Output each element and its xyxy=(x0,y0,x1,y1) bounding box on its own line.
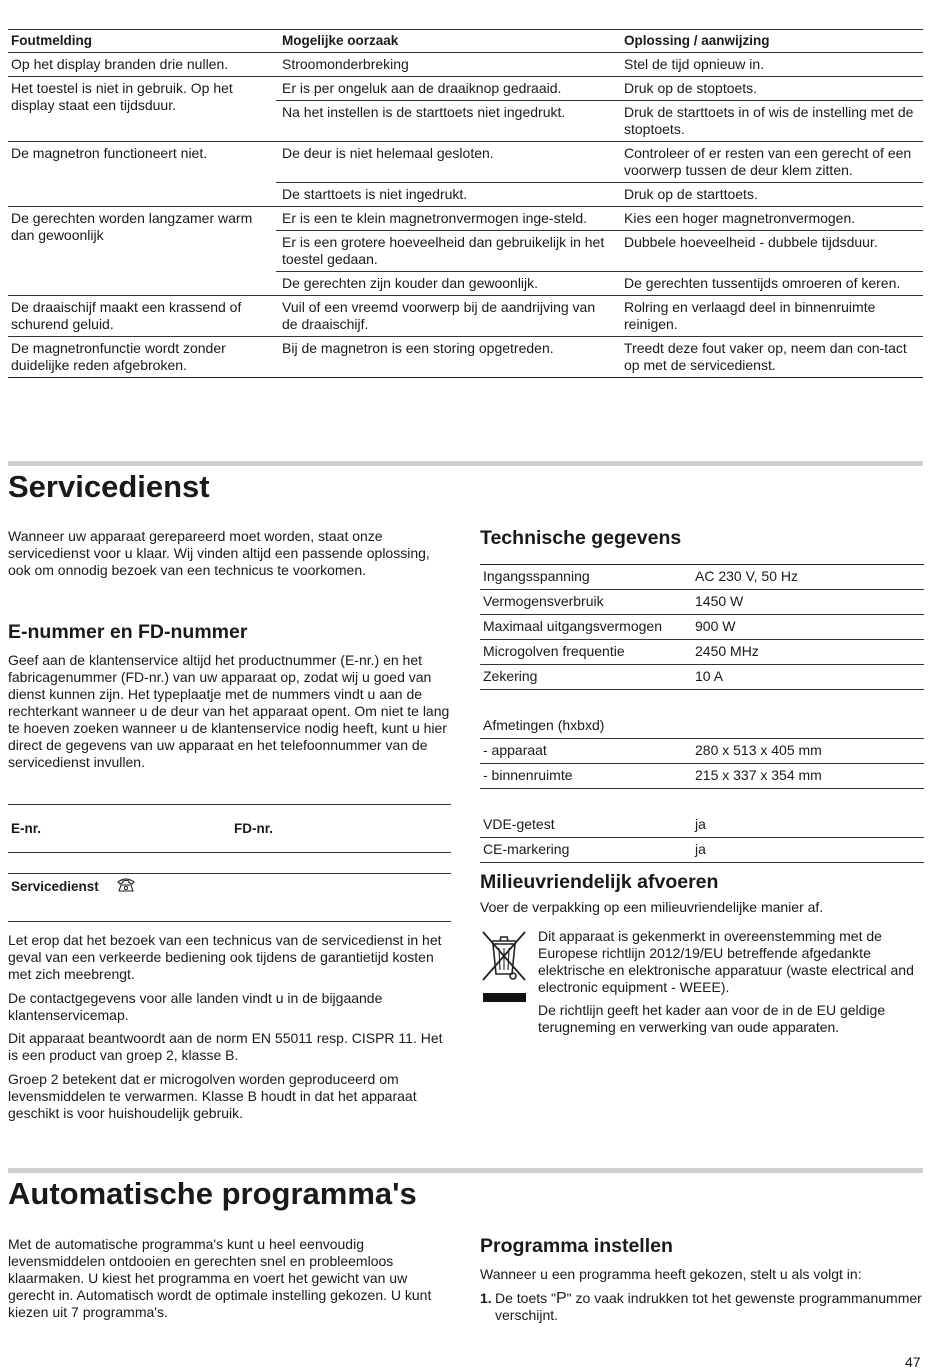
table-header-row xyxy=(8,30,923,53)
solution-cell: Treedt deze fout vaker op, neem dan con-tact op met de servicedienst. xyxy=(617,337,923,378)
fault-cell: Op het display branden drie nullen. xyxy=(8,53,276,77)
solution-cell: Dubbele hoeveelheid - dubbele tijdsduur. xyxy=(617,231,923,272)
table-row xyxy=(480,640,924,665)
service-phone-label: Servicedienst xyxy=(11,879,99,894)
form-line xyxy=(8,804,451,805)
fault-cell: De magnetronfunctie wordt zonder duidelijke reden afgebroken. xyxy=(8,337,276,378)
telephone-icon xyxy=(116,877,136,898)
table-row xyxy=(480,813,924,838)
service-intro: Wanneer uw apparaat gerepareerd moet worden, staat onze servicedienst voor u klaar. Wij vinden altijd een passende oplossing, ook om onnodig bezoek van een technicus te voorkomen. xyxy=(8,528,430,578)
tech-value: 2450 MHz xyxy=(692,640,924,665)
cause-cell: Bij de magnetron is een storing opgetreden. xyxy=(276,337,617,378)
service-para-3: Dit apparaat beantwoordt aan de norm EN 55011 resp. CISPR 11. Het is een product van groep 2, klasse B. xyxy=(8,1030,443,1063)
table-row xyxy=(8,77,923,101)
header-fault: Foutmelding xyxy=(8,30,276,53)
header-cause: Mogelijke oorzaak xyxy=(276,30,617,53)
cause-cell: Er is een grotere hoeveelheid dan gebruikelijk in het toestel gedaan. xyxy=(276,231,617,272)
solution-cell: Druk de starttoets in of wis de instelling met de stoptoets. xyxy=(617,101,923,142)
table-row xyxy=(480,565,924,590)
section-divider xyxy=(8,461,923,466)
tech-key: Maximaal uitgangsvermogen xyxy=(480,615,692,640)
tech-value: 280 x 513 x 405 mm xyxy=(692,739,924,764)
form-line xyxy=(8,873,451,874)
tech-table xyxy=(480,564,924,863)
table-row xyxy=(480,764,924,789)
cause-cell: De deur is niet helemaal gesloten. xyxy=(276,142,617,183)
troubleshooting-table xyxy=(8,29,923,378)
fault-cell: Het toestel is niet in gebruik. Op het display staat een tijdsduur. xyxy=(8,77,276,142)
tech-key: - binnenruimte xyxy=(480,764,692,789)
service-para-1: Let erop dat het bezoek van een technicus van de servicedienst in het geval van een verkeerde bediening ook tijdens de garantietijd kosten met zich meebrengt. xyxy=(8,932,442,982)
solution-cell: Druk op de stoptoets. xyxy=(617,77,923,101)
table-row xyxy=(8,337,923,378)
program-key-glyph: P xyxy=(556,1290,567,1307)
table-row xyxy=(480,739,924,764)
table-row xyxy=(480,615,924,640)
form-line xyxy=(8,921,451,922)
step-number: 1. xyxy=(480,1290,492,1306)
solution-cell: Druk op de starttoets. xyxy=(617,183,923,207)
table-row xyxy=(8,142,923,183)
section-title-auto: Automatische programma's xyxy=(8,1176,417,1211)
cause-cell: De starttoets is niet ingedrukt. xyxy=(276,183,617,207)
crossed-out-wheelie-bin-icon xyxy=(480,929,528,1010)
service-para-2: De contactgegevens voor alle landen vindt u in de bijgaande klantenservicemap. xyxy=(8,990,383,1023)
solution-cell: Stel de tijd opnieuw in. xyxy=(617,53,923,77)
tech-value: ja xyxy=(692,813,924,838)
disposal-intro: Voer de verpakking op een milieuvriendelijke manier af. xyxy=(480,899,824,915)
tech-key: VDE-getest xyxy=(480,813,692,838)
service-para-4: Groep 2 betekent dat er microgolven worden geproduceerd om levensmiddelen te verwarmen. Klasse B houdt in dat het apparaat geschikt is voor huishoudelijk gebruik. xyxy=(8,1071,417,1121)
tech-value: 900 W xyxy=(692,615,924,640)
page-number: 47 xyxy=(905,1354,921,1370)
tech-key: Afmetingen (hxbxd) xyxy=(480,714,692,739)
table-row xyxy=(480,838,924,863)
cause-cell: Er is per ongeluk aan de draaiknop gedraaid. xyxy=(276,77,617,101)
fdnr-label: FD-nr. xyxy=(234,821,273,836)
step-1-text-a: De toets " xyxy=(495,1290,556,1306)
cause-cell: De gerechten zijn kouder dan gewoonlijk. xyxy=(276,272,617,296)
enr-heading: E-nummer en FD-nummer xyxy=(8,621,248,643)
table-row xyxy=(8,53,923,77)
disposal-heading: Milieuvriendelijk afvoeren xyxy=(480,871,719,893)
tech-key: CE-markering xyxy=(480,838,692,863)
auto-intro: Met de automatische programma's kunt u heel eenvoudig levensmiddelen ontdooien en gerechten snel en probleemloos klaarmaken. U kiest het programma en voert het gewicht van uw gerecht in. Automatisch wordt de optimale instelling gekozen. U kunt kiezen uit 7 programma's. xyxy=(8,1236,432,1320)
fault-cell: De draaischijf maakt een krassend of schurend geluid. xyxy=(8,296,276,337)
table-row xyxy=(480,714,924,739)
section-title-service: Servicedienst xyxy=(8,469,210,504)
solution-cell: Kies een hoger magnetronvermogen. xyxy=(617,207,923,231)
tech-key: Vermogensverbruik xyxy=(480,590,692,615)
fault-cell: De magnetron functioneert niet. xyxy=(8,142,276,207)
tech-value: 215 x 337 x 354 mm xyxy=(692,764,924,789)
tech-value xyxy=(692,714,924,739)
enr-label: E-nr. xyxy=(11,821,42,836)
solution-cell: De gerechten tussentijds omroeren of keren. xyxy=(617,272,923,296)
tech-value: 1450 W xyxy=(692,590,924,615)
cause-cell: Vuil of een vreemd voorwerp bij de aandrijving van de draaischijf. xyxy=(276,296,617,337)
tech-key: Microgolven frequentie xyxy=(480,640,692,665)
solution-cell: Controleer of er resten van een gerecht of een voorwerp tussen de deur klem zitten. xyxy=(617,142,923,183)
table-spacer xyxy=(480,690,924,715)
disposal-text-1: Dit apparaat is gekenmerkt in overeenstemming met de Europese richtlijn 2012/19/EU betreffende afgedankte elektrische en elektronische apparatuur (waste electrical and electronic equipment - WEEE). xyxy=(538,928,914,995)
solution-cell: Rolring en verlaagd deel in binnenruimte reinigen. xyxy=(617,296,923,337)
disposal-text-2: De richtlijn geeft het kader aan voor de in de EU geldige terugneming en verwerking van oude apparaten. xyxy=(538,1002,886,1035)
tech-key: - apparaat xyxy=(480,739,692,764)
tech-heading: Technische gegevens xyxy=(480,527,682,549)
step-1-text xyxy=(495,1290,923,1324)
section-divider xyxy=(8,1168,923,1173)
fault-cell: De gerechten worden langzamer warm dan gewoonlijk xyxy=(8,207,276,296)
table-row xyxy=(480,590,924,615)
cause-cell: Na het instellen is de starttoets niet ingedrukt. xyxy=(276,101,617,142)
table-spacer xyxy=(480,789,924,814)
cause-cell: Er is een te klein magnetronvermogen inge-steld. xyxy=(276,207,617,231)
tech-key: Zekering xyxy=(480,665,692,690)
tech-value: ja xyxy=(692,838,924,863)
program-intro: Wanneer u een programma heeft gekozen, stelt u als volgt in: xyxy=(480,1266,862,1282)
cause-cell: Stroomonderbreking xyxy=(276,53,617,77)
step-1-text-b: " zo vaak indrukken tot het gewenste programmanummer verschijnt. xyxy=(495,1290,922,1323)
program-heading: Programma instellen xyxy=(480,1235,673,1257)
table-row xyxy=(8,296,923,337)
enr-text: Geef aan de klantenservice altijd het productnummer (E-nr.) en het fabricagenummer (FD-nr.) van uw apparaat op, zodat wij u goed van dienst kunnen zijn. Het typeplaatje met de nummers vindt u aan de rechterkant wanneer u de deur van het apparaat opent. Om niet te lang te hoeven zoeken wanneer u de klantenservice nodig heeft, kunt u hier direct de gegevens van uw apparaat en het telefoonnummer van de servicedienst invullen. xyxy=(8,652,450,770)
tech-key: Ingangsspanning xyxy=(480,565,692,590)
tech-value: AC 230 V, 50 Hz xyxy=(692,565,924,590)
table-row xyxy=(8,207,923,231)
header-solution: Oplossing / aanwijzing xyxy=(617,30,923,53)
form-line xyxy=(8,852,451,853)
table-row xyxy=(480,665,924,690)
tech-value: 10 A xyxy=(692,665,924,690)
